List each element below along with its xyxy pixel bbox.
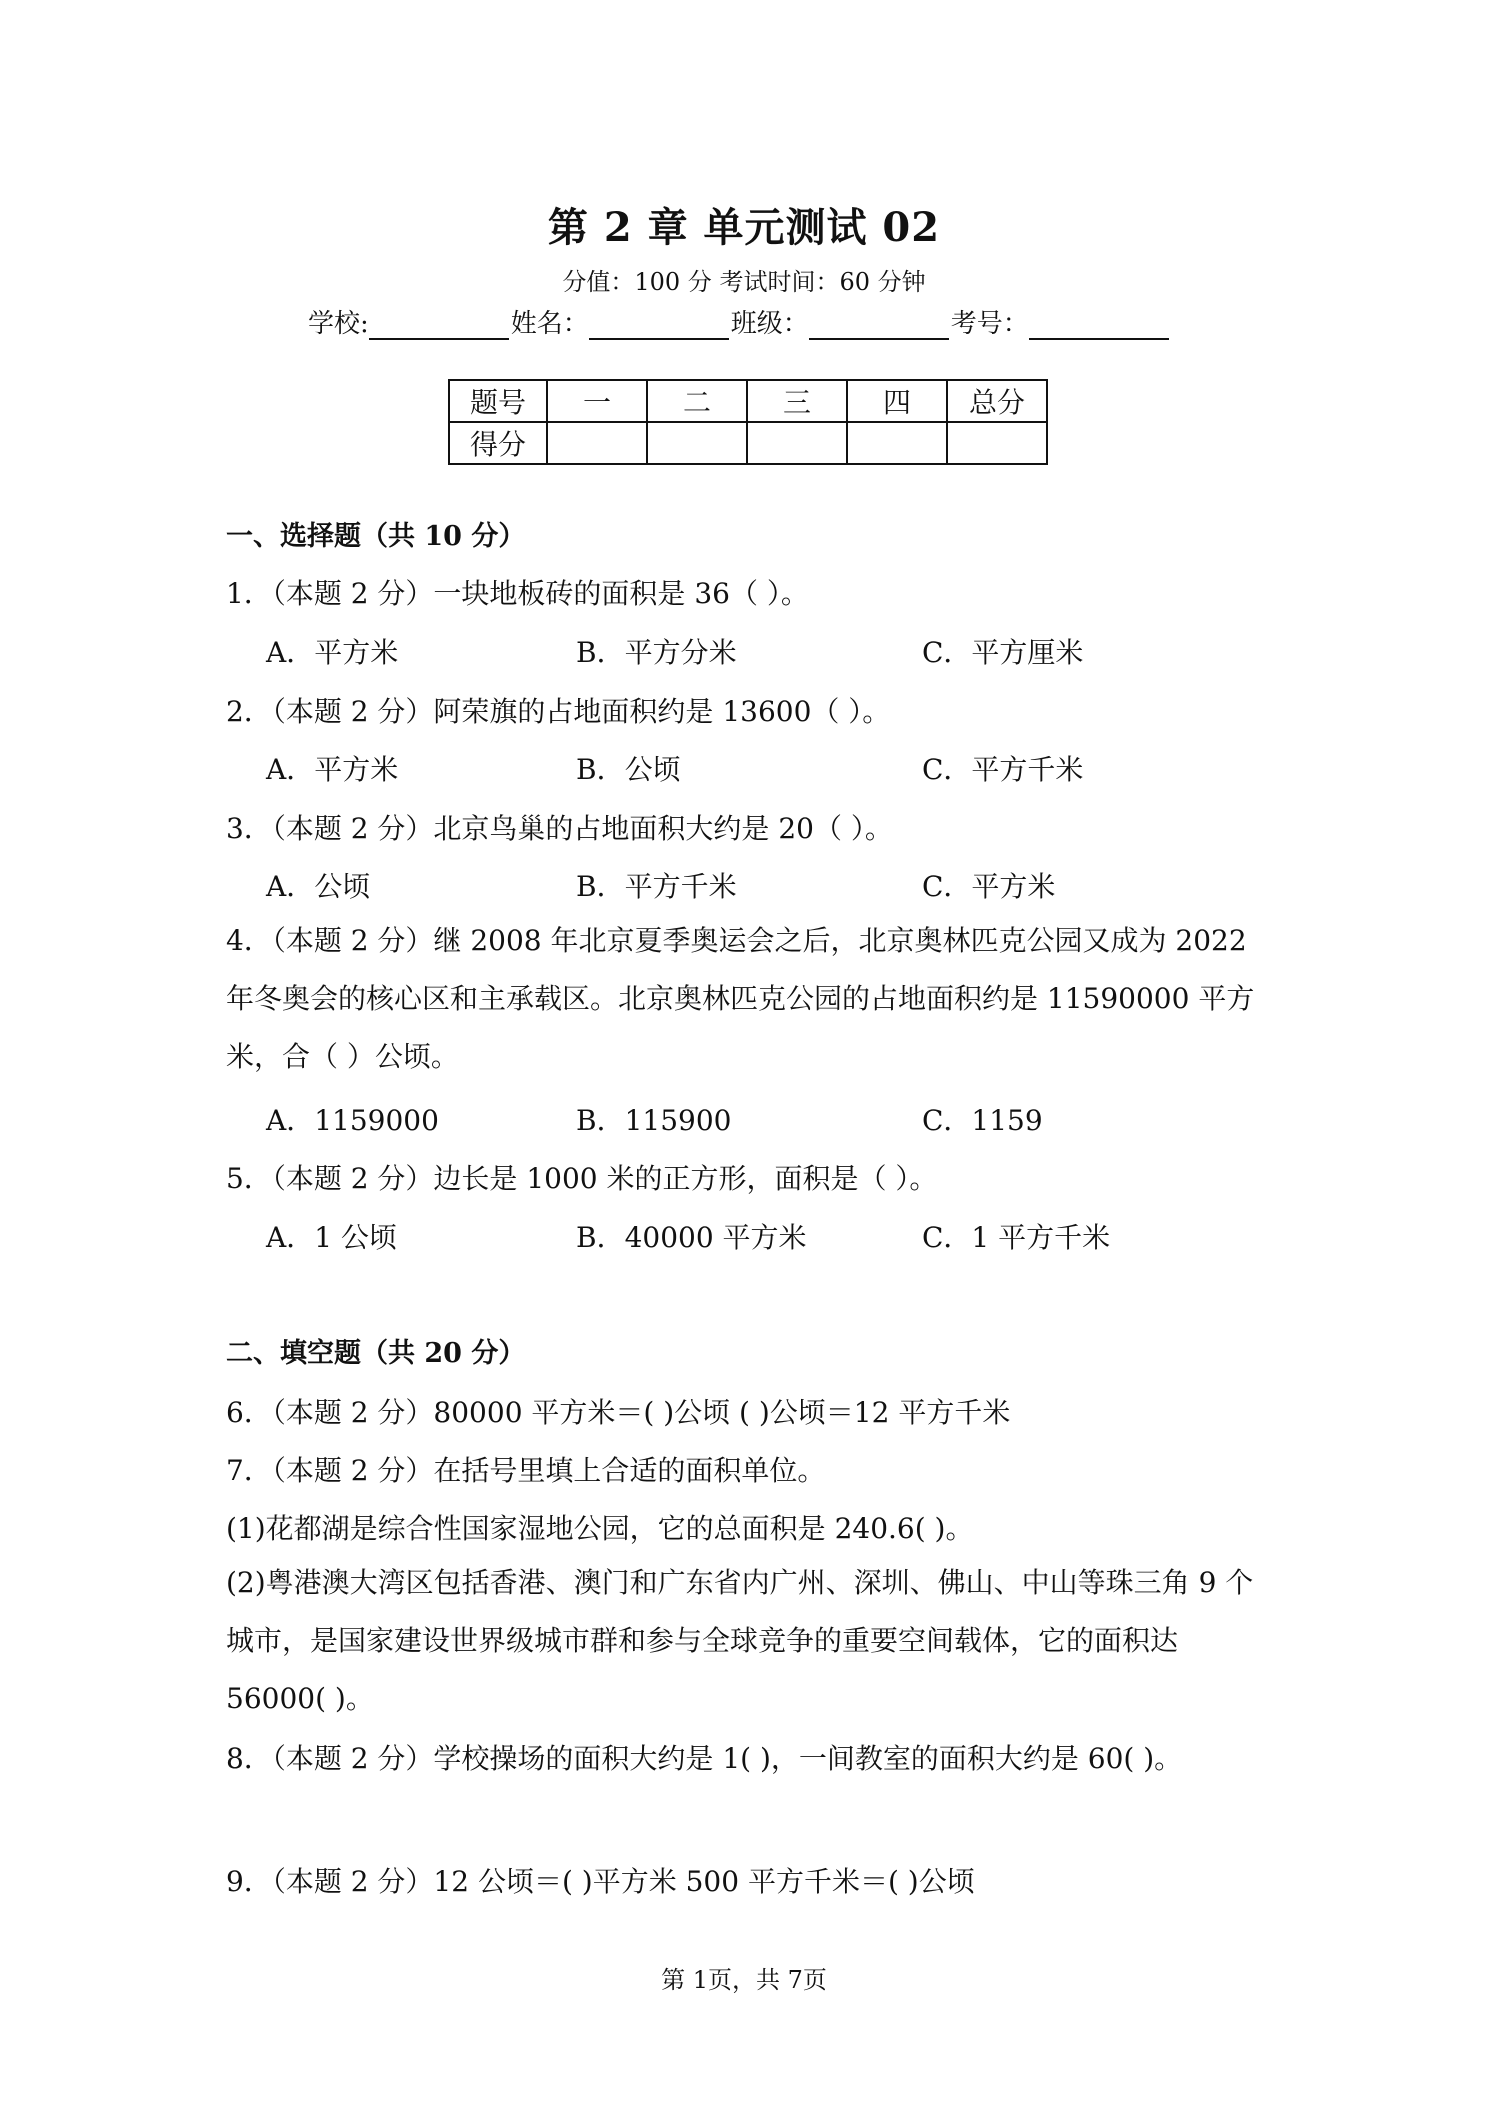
- question-stem: 4．（本题 2 分）继 2008 年北京夏季奥运会之后，北京奥林匹克公园又成为 2022 年冬奥会的核心区和主承载区。北京奥林匹克公园的占地面积约是 11590000 平方米，合（ ）公顷。: [226, 924, 1255, 1073]
- school-blank: [369, 312, 509, 340]
- question-stem: 1．（本题 2 分）一块地板砖的面积是 36（ ）。: [226, 577, 809, 610]
- question-subpart: (2)粤港澳大湾区包括香港、澳门和广东省内广州、深圳、佛山、中山等珠三角 9 个城市，是国家建设世界级城市群和参与全球竞争的重要空间载体，它的面积达 56000( )。: [226, 1566, 1254, 1715]
- option-c[interactable]: C．平方千米: [922, 753, 1084, 786]
- class-blank: [809, 312, 949, 340]
- score-input-cell[interactable]: [947, 422, 1047, 464]
- section-heading: 二、填空题（共 20 分）: [226, 1338, 526, 1369]
- option-b[interactable]: B．115900: [576, 1104, 732, 1137]
- question-stem: 6．（本题 2 分）80000 平方米＝( )公顷 ( )公顷＝12 平方千米: [226, 1396, 1011, 1429]
- name-blank: [589, 312, 729, 340]
- question-stem: 8．（本题 2 分）学校操场的面积大约是 1( )，一间教室的面积大约是 60( )。: [226, 1742, 1183, 1775]
- exam-meta: 分值：100 分 考试时间：60 分钟: [562, 268, 926, 296]
- score-table-header-row: [449, 380, 1047, 422]
- option-b[interactable]: B．平方千米: [576, 870, 737, 903]
- option-c[interactable]: C．平方厘米: [922, 636, 1084, 669]
- option-c[interactable]: C．1 平方千米: [922, 1221, 1111, 1254]
- option-b[interactable]: B．公顷: [576, 753, 681, 786]
- score-table-score-row: [449, 422, 1047, 464]
- question-stem: 2．（本题 2 分）阿荣旗的占地面积约是 13600（ ）。: [226, 695, 891, 728]
- score-table-cell: 三: [747, 380, 847, 422]
- option-a[interactable]: A．平方米: [266, 753, 399, 786]
- option-a[interactable]: A．1159000: [266, 1104, 439, 1137]
- option-a[interactable]: A．公顷: [266, 870, 371, 903]
- score-table-cell: 得分: [449, 422, 547, 464]
- option-b[interactable]: B．平方分米: [576, 636, 737, 669]
- score-table-cell: 题号: [449, 380, 547, 422]
- page-title: 第 2 章 单元测试 02: [547, 204, 941, 251]
- score-table: [448, 379, 1048, 465]
- option-a[interactable]: A．1 公顷: [266, 1221, 397, 1254]
- exam-no-label: 考号：: [950, 309, 1029, 339]
- option-c[interactable]: C．1159: [922, 1104, 1043, 1137]
- question-stem: 9．（本题 2 分）12 公顷＝( )平方米 500 平方千米＝( )公顷: [226, 1865, 975, 1898]
- score-input-cell[interactable]: [647, 422, 747, 464]
- class-label: 班级：: [730, 309, 809, 339]
- score-table-cell: 一: [547, 380, 647, 422]
- question-stem: 3．（本题 2 分）北京鸟巢的占地面积大约是 20（ ）。: [226, 812, 893, 845]
- page-number: 第 1页，共 7页: [661, 1966, 827, 1994]
- score-table-cell: 四: [847, 380, 947, 422]
- question-stem: 5．（本题 2 分）边长是 1000 米的正方形，面积是（ ）。: [226, 1162, 938, 1195]
- name-label: 姓名：: [510, 309, 589, 339]
- option-b[interactable]: B．40000 平方米: [576, 1221, 807, 1254]
- score-table-cell: 二: [647, 380, 747, 422]
- option-c[interactable]: C．平方米: [922, 870, 1056, 903]
- score-input-cell[interactable]: [747, 422, 847, 464]
- school-label: 学校:: [308, 309, 369, 339]
- exam-no-blank: [1029, 312, 1169, 340]
- score-table-cell: 总分: [947, 380, 1047, 422]
- question-stem: 7．（本题 2 分）在括号里填上合适的面积单位。: [226, 1454, 826, 1487]
- question-subpart: (1)花都湖是综合性国家湿地公园，它的总面积是 240.6( )。: [226, 1512, 974, 1545]
- option-a[interactable]: A．平方米: [266, 636, 399, 669]
- section-heading: 一、选择题（共 10 分）: [226, 521, 526, 552]
- student-info-row: [308, 303, 1171, 340]
- score-input-cell[interactable]: [547, 422, 647, 464]
- score-input-cell[interactable]: [847, 422, 947, 464]
